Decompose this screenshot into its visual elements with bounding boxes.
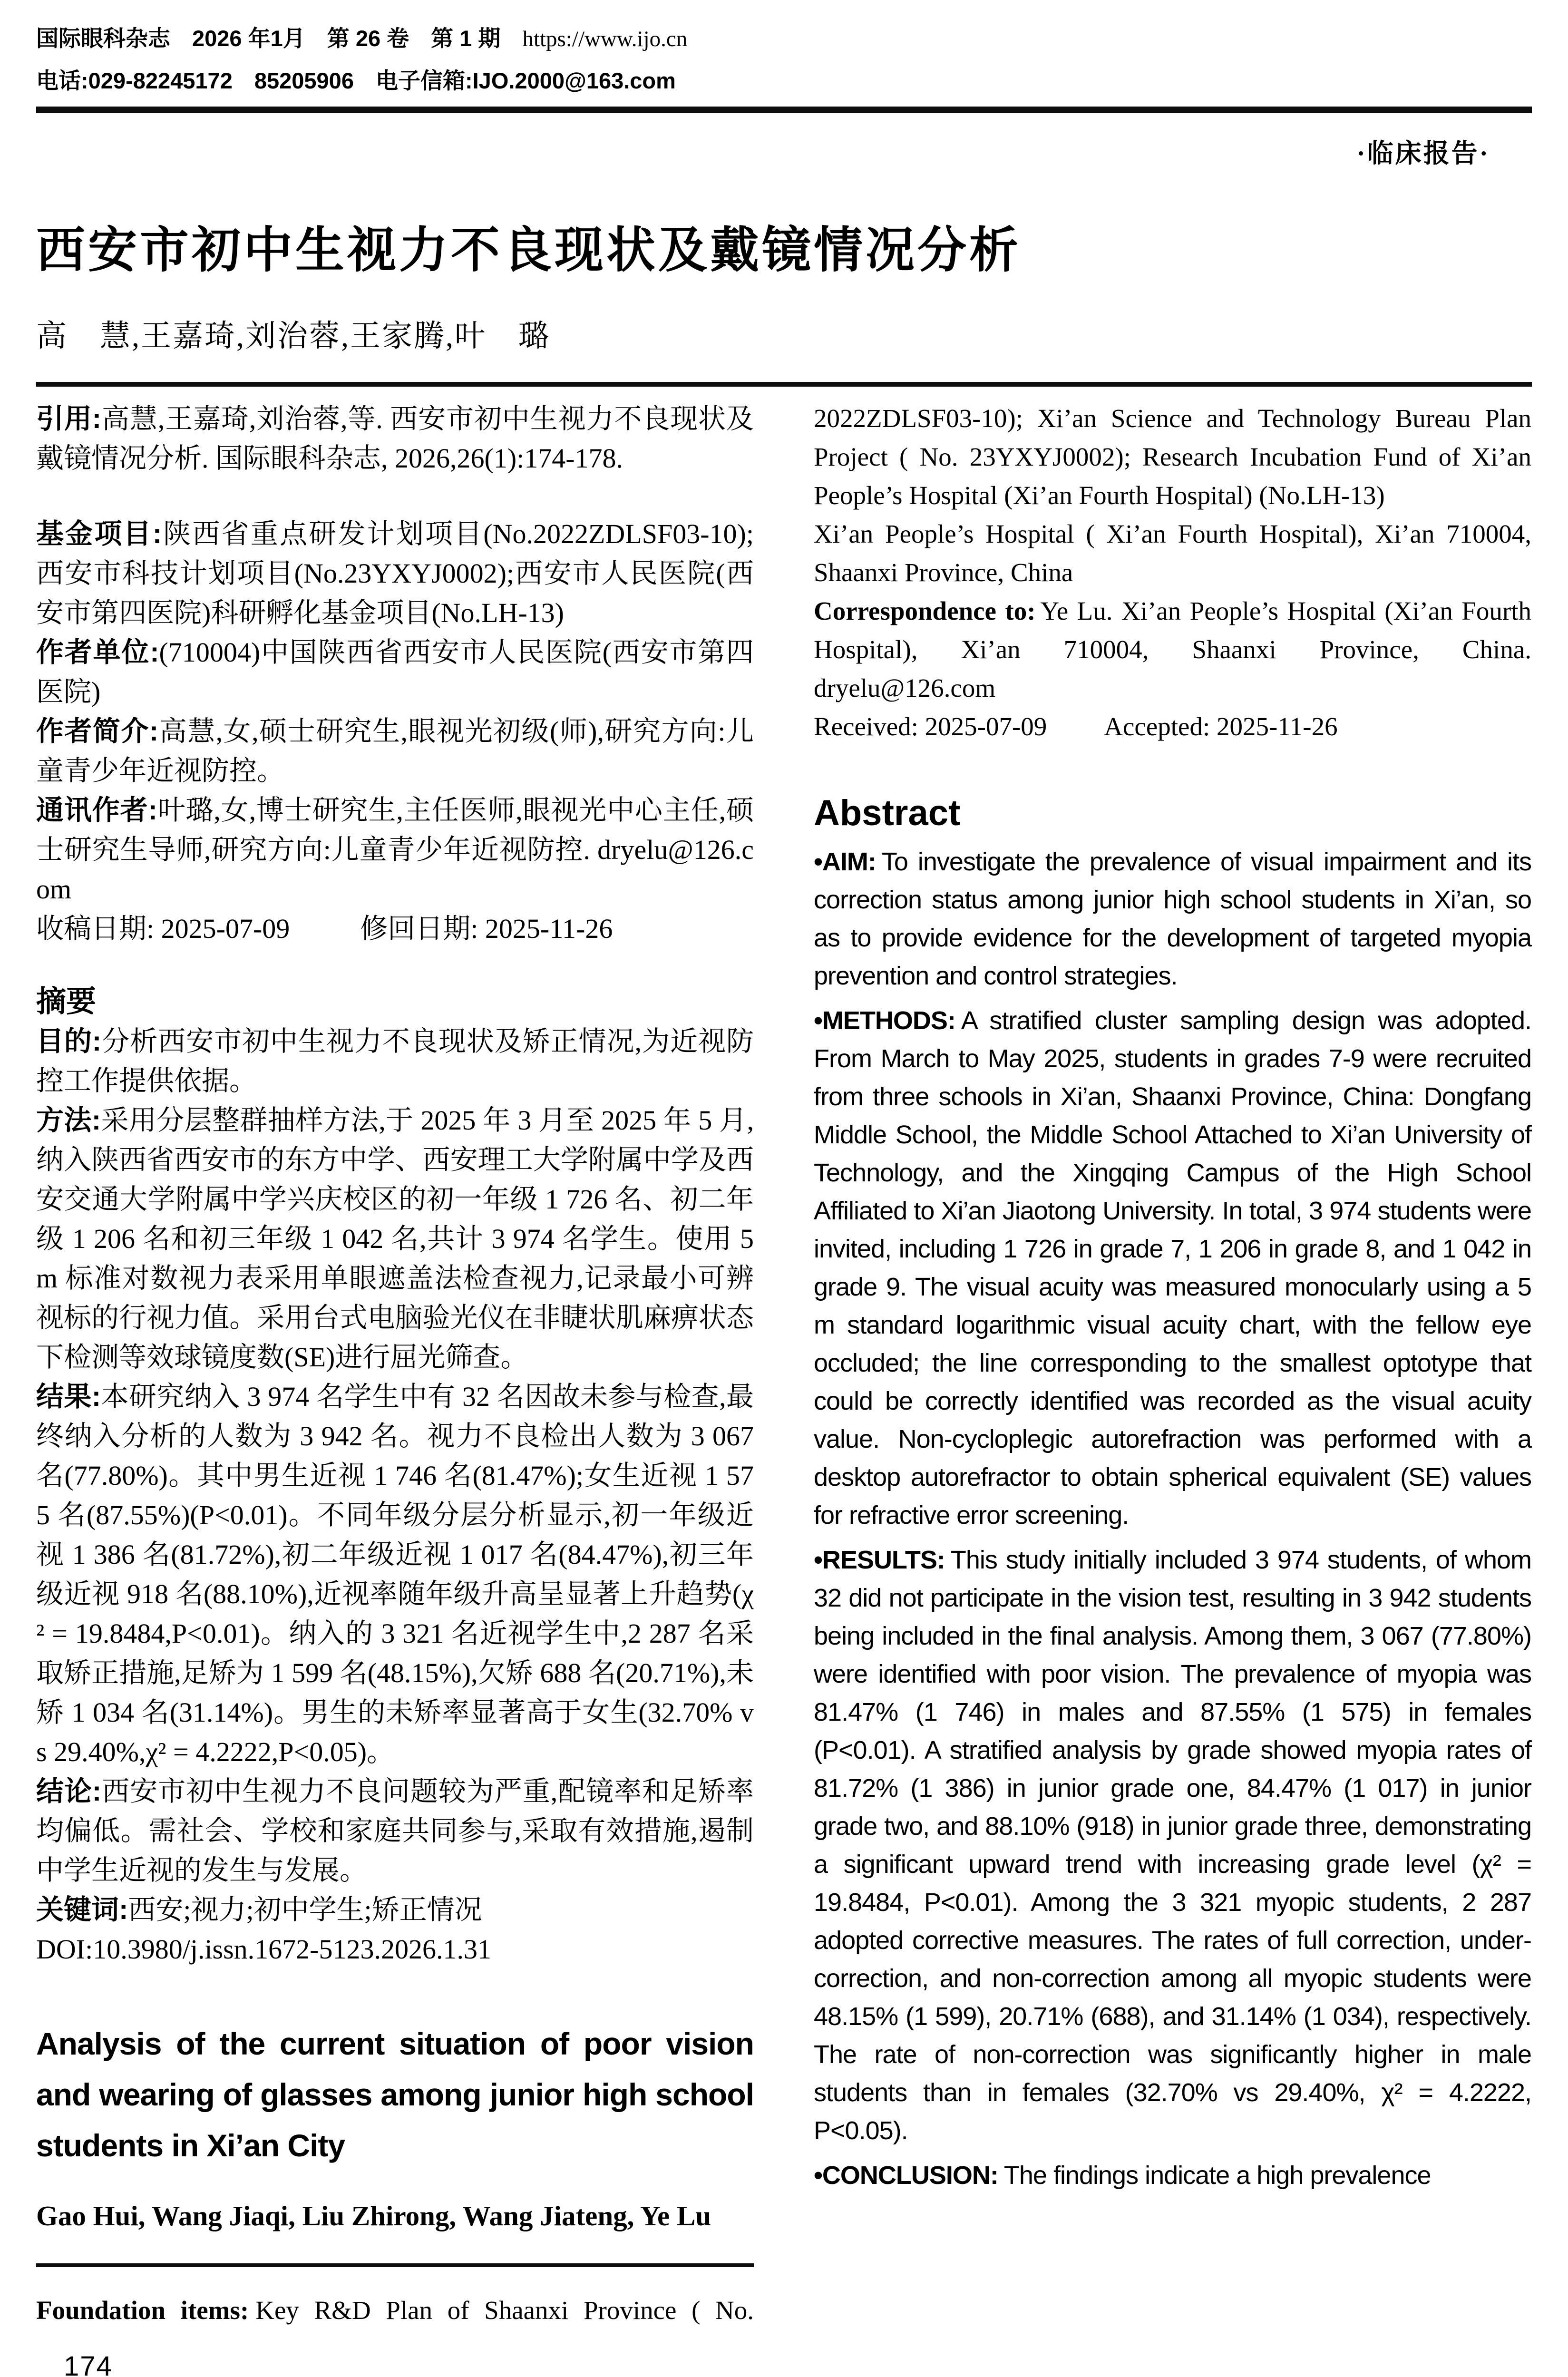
page-number: 174 [64, 2351, 113, 2377]
title-divider-rule [36, 382, 1532, 387]
journal-phone2: 85205906 [254, 68, 354, 93]
abstract-results-en [814, 1541, 1531, 2150]
abstract-conclusion-en [814, 2156, 1531, 2194]
results-text-cn: 本研究纳入 3 974 名学生中有 32 名因故未参与检查,最终纳入分析的人数为 3 942 名。视力不良检出人数为 3 067 名(77.80%)。其中男生近视 1 746 名(81.47%);女生近视 1 575 名(87.55%)(P<0.01)。不同年级分层分析显示,初一年级近视 1 386 名(81.72%),初二年级近视 1 017 名(84.47%),初三年级近视 918 名(88.10%),近视率随年级升高呈显著上升趋势(χ² = 19.8484,P<0.01)。纳入的 3 321 名近视学生中,2 287 名采取矫正措施,足矫为 1 599 名(48.15%),欠矫 688 名(20.71%),未矫 1 034 名(31.14%)。男生的未矫率显著高于女生(32.70% vs 29.40%,χ² = 4.2222,P<0.05)。 [36, 1381, 754, 1767]
received-date-cn: 2025-07-09 [161, 913, 290, 944]
aim-label-cn: 目的: [36, 1026, 102, 1057]
article-title-cn: 西安市初中生视力不良现状及戴镜情况分析 [36, 223, 1021, 277]
foundation-label-en: Foundation items: [36, 2296, 249, 2325]
abstract-aim-cn [36, 1022, 754, 1101]
citation-line [36, 399, 754, 478]
article-title-en: Analysis of the current situation of poor vision and wearing of glasses among junior high school students in Xi’an City [36, 2026, 754, 2163]
article-authors-en: Gao Hui, Wang Jiaqi, Liu Zhirong, Wang Jiateng, Ye Lu [36, 2200, 711, 2231]
journal-url: https://www.ijo.cn [522, 27, 688, 51]
abstract-heading-en: Abstract [814, 793, 961, 833]
article-category-tag: ·临床报告· [1356, 139, 1490, 168]
aim-label-en: •AIM: [814, 848, 876, 876]
correspondence-label: Correspondence to: [814, 596, 1036, 625]
citation-label: 引用: [36, 403, 102, 434]
conclusion-text-cn: 西安市初中生视力不良问题较为严重,配镜率和足矫率均偏低。需社会、学校和家庭共同参与,采取有效措施,遏制中学生近视的发生与发展。 [36, 1776, 754, 1886]
journal-issue-number: 第 1 期 [431, 26, 501, 51]
methods-text-en: A stratified cluster sampling design was adopted. From March to May 2025, students in grades 7-9 were recruited from three schools in Xi’an, Shaanxi Province, China: Dongfang Middle School, the Middle School Attached to Xi’an University of Technology, and the Xingqing Campus of the High School Affiliated to Xi’an Jiaotong University. In total, 3 974 students were invited, including 1 726 in grade 7, 1 206 in grade 8, and 1 042 in grade 9. The visual acuity was measured monocularly using a 5 m standard logarithmic visual acuity chart, with the fellow eye occluded; the line corresponding to the smallest optotype that could be correctly identified was recorded as the visual acuity value. Non-cycloplegic autorefraction was performed with a desktop autorefractor to obtain spherical equivalent (SE) values for refractive error screening. [814, 1006, 1531, 1529]
journal-phone: 电话:029-82245172 [36, 68, 233, 93]
conclusion-label-cn: 结论: [36, 1776, 102, 1807]
revised-label-cn: 修回日期: [360, 913, 485, 944]
journal-email: 电子信箱:IJO.2000@163.com [375, 68, 676, 93]
author-bio-cn [36, 711, 754, 790]
journal-issue-date: 2026 年1月 [192, 26, 305, 51]
header-divider-rule [36, 107, 1532, 113]
conclusion-text-en: The findings indicate a high prevalence [1003, 2161, 1431, 2190]
citation-text: 高慧,王嘉琦,刘治蓉,等. 西安市初中生视力不良现状及戴镜情况分析. 国际眼科杂志, 2026,26(1):174-178. [36, 403, 754, 474]
received-label-cn: 收稿日期: [36, 913, 161, 944]
abstract-results-cn [36, 1377, 754, 1772]
abstract-methods-en [814, 1002, 1531, 1534]
article-authors-cn: 高 慧,王嘉琦,刘治蓉,王家腾,叶 璐 [36, 319, 550, 353]
conclusion-label-en: •CONCLUSION: [814, 2161, 998, 2190]
author-bio-text: 高慧,女,硕士研究生,眼视光初级(师),研究方向:儿童青少年近视防控。 [36, 716, 754, 786]
author-affiliation-cn [36, 633, 754, 711]
received-date-en: 2025-07-09 [925, 712, 1047, 741]
keywords-text-cn: 西安;视力;初中学生;矫正情况 [128, 1894, 482, 1925]
journal-header-line1 [36, 25, 1532, 53]
accepted-date-en: 2025-11-26 [1216, 712, 1338, 741]
two-column-body [36, 399, 1532, 2377]
corresponding-author-label-cn: 通讯作者: [36, 795, 157, 826]
keywords-cn [36, 1890, 754, 1929]
foundation-text-en: Key R&D Plan of Shaanxi Province ( No. [255, 2296, 754, 2325]
dates-en [814, 707, 1531, 746]
results-label-cn: 结果: [36, 1381, 101, 1412]
doi-line: DOI:10.3980/j.issn.1672-5123.2026.1.31 [36, 1934, 491, 1965]
aim-text-cn: 分析西安市初中生视力不良现状及矫正情况,为近视防控工作提供依据。 [36, 1026, 754, 1096]
correspondence-text: Ye Lu. Xi’an People’s Hospital (Xi’an Fourth Hospital), Xi’an 710004, Shaanxi Province, China. dryelu@126.com [814, 596, 1531, 702]
affiliation-label-cn: 作者单位: [36, 637, 159, 668]
journal-header-line2 [36, 67, 1532, 95]
keywords-label-cn: 关键词: [36, 1894, 128, 1925]
abstract-conclusion-cn [36, 1772, 754, 1890]
methods-label-cn: 方法: [36, 1105, 101, 1136]
right-column [814, 399, 1531, 2194]
dates-cn [36, 909, 754, 948]
foundation-items-continued: 2022ZDLSF03-10); Xi’an Science and Technology Bureau Plan Project ( No. 23YXYJ0002); Research Incubation Fund of Xi’an People’s Hospital (Xi’an Fourth Hospital) (No.LH-13) [814, 404, 1531, 510]
journal-volume: 第 26 卷 [327, 26, 409, 51]
foundation-items-cn [36, 514, 754, 633]
corresponding-author-text-cn: 叶璐,女,博士研究生,主任医师,眼视光中心主任,硕士研究生导师,研究方向:儿童青少年近视防控. dryelu@126.com [36, 795, 754, 905]
affiliation-text-cn: (710004)中国陕西省西安市人民医院(西安市第四医院) [36, 637, 754, 707]
methods-text-cn: 采用分层整群抽样方法,于 2025 年 3 月至 2025 年 5 月,纳入陕西省西安市的东方中学、西安理工大学附属中学及西安交通大学附属中学兴庆校区的初一年级 1 726 名、初二年级 1 206 名和初三年级 1 042 名,共计 3 974 名学生。使用 5 m 标准对数视力表采用单眼遮盖法检查视力,记录最小可辨视标的行视力值。采用台式电脑验光仪在非睫状肌麻痹状态下检测等效球镜度数(SE)进行屈光筛查。 [36, 1105, 754, 1373]
results-text-en: This study initially included 3 974 students, of whom 32 did not participate in the vision test, resulting in 3 942 students being included in the final analysis. Among them, 3 067 (77.80%) were identified with poor vision. The prevalence of myopia was 81.47% (1 746) in males and 87.55% (1 575) in females (P<0.01). A stratified analysis by grade showed myopia rates of 81.72% (1 386) in junior grade one, 84.47% (1 017) in junior grade two, and 88.10% (918) in junior grade three, demonstrating a significant upward trend with increasing grade level (χ² = 19.8484, P<0.01). Among the 3 321 myopic students, 2 287 adopted corrective measures. The rates of full correction, under-correction, and non-correction among all myopic students were 48.15% (1 599), 20.71% (688), and 31.14% (1 034), respectively. The rate of non-correction was significantly higher in male students than in females (32.70% vs 29.40%, χ² = 4.2222, P<0.05). [814, 1546, 1531, 2145]
corresponding-author-cn [36, 790, 754, 909]
abstract-methods-cn [36, 1101, 754, 1377]
received-label-en: Received: [814, 712, 925, 741]
affiliation-en: Xi’an People’s Hospital ( Xi’an Fourth Hospital), Xi’an 710004, Shaanxi Province, China [814, 519, 1531, 587]
journal-name: 国际眼科杂志 [36, 26, 170, 51]
accepted-label-en: Accepted: [1104, 712, 1217, 741]
abstract-heading-cn: 摘要 [36, 985, 96, 1018]
author-bio-label: 作者简介: [36, 716, 159, 747]
results-label-en: •RESULTS: [814, 1546, 945, 1574]
journal-header [36, 25, 1532, 95]
foundation-text-cn: 陕西省重点研发计划项目(No.2022ZDLSF03-10);西安市科技计划项目(No.23YXYJ0002);西安市人民医院(西安市第四医院)科研孵化基金项目(No.LH-13) [36, 518, 754, 628]
foundation-items-en [36, 2291, 754, 2329]
revised-date-cn: 2025-11-26 [485, 913, 613, 944]
abstract-aim-en [814, 843, 1531, 995]
methods-label-en: •METHODS: [814, 1006, 955, 1035]
left-column [36, 399, 754, 2377]
foundation-label-cn: 基金项目: [36, 518, 162, 549]
footnote-divider-rule [36, 2263, 754, 2267]
correspondence-en [814, 592, 1531, 707]
aim-text-en: To investigate the prevalence of visual impairment and its correction status among junior high school students in Xi’an, so as to provide evidence for the development of targeted myopia prevention and control strategies. [814, 848, 1531, 990]
